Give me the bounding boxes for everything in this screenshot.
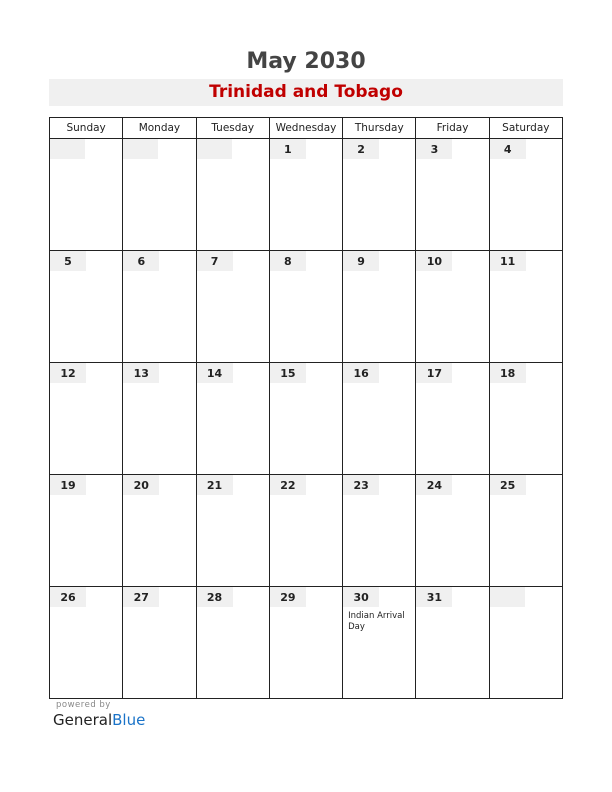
day-cell [269,251,342,363]
day-number: 2 [343,139,379,159]
day-cell [50,251,123,363]
holiday-label: Indian Arrival Day [348,611,405,632]
day-cell [489,251,562,363]
day-number: 23 [343,475,379,495]
day-cell [489,587,562,699]
day-number: 24 [416,475,452,495]
country-name: Trinidad and Tobago [209,82,403,102]
day-cell [416,139,489,251]
day-number: 13 [123,363,159,383]
day-cell [196,363,269,475]
day-cell [196,139,269,251]
weekday-header: Friday [416,118,489,139]
weekday-header: Wednesday [269,118,342,139]
day-number: 3 [416,139,452,159]
day-cell [50,363,123,475]
day-cell [416,363,489,475]
day-number: 11 [490,251,526,271]
day-number: 5 [50,251,86,271]
weekday-header: Thursday [343,118,416,139]
day-cell [123,251,196,363]
day-number: 14 [197,363,233,383]
day-cell [123,139,196,251]
week-row [50,587,563,699]
day-number: 28 [197,587,233,607]
calendar-grid [49,117,563,699]
day-cell [343,587,416,699]
day-number: 10 [416,251,452,271]
day-cell [123,587,196,699]
day-number: 4 [490,139,526,159]
weekday-header: Tuesday [196,118,269,139]
day-number: 6 [123,251,159,271]
day-number: 7 [197,251,233,271]
day-number: 29 [270,587,306,607]
day-number: 17 [416,363,452,383]
day-number: 15 [270,363,306,383]
weekday-header: Saturday [489,118,562,139]
weekday-header: Monday [123,118,196,139]
day-cell [416,587,489,699]
day-number: 16 [343,363,379,383]
day-cell [269,587,342,699]
week-row [50,139,563,251]
day-number [197,139,232,159]
day-cell [269,139,342,251]
day-cell [123,475,196,587]
day-cell [196,587,269,699]
day-cell [343,251,416,363]
generalblue-logo[interactable] [53,711,145,729]
day-cell [269,363,342,475]
week-row [50,475,563,587]
day-cell [123,363,196,475]
day-number: 25 [490,475,526,495]
day-cell [416,251,489,363]
day-number: 9 [343,251,379,271]
day-cell [343,475,416,587]
day-number: 30 [343,587,379,607]
page-title: May 2030 [246,49,366,74]
day-number: 12 [50,363,86,383]
day-number [123,139,158,159]
day-number: 22 [270,475,306,495]
day-cell [50,139,123,251]
day-cell [489,363,562,475]
day-cell [196,251,269,363]
day-cell [196,475,269,587]
powered-by-text: powered by [56,700,111,710]
day-number: 26 [50,587,86,607]
day-cell [489,139,562,251]
day-number: 19 [50,475,86,495]
day-cell [343,139,416,251]
day-number: 27 [123,587,159,607]
day-number: 21 [197,475,233,495]
weekday-header: Sunday [50,118,123,139]
day-number [490,587,525,607]
day-cell [269,475,342,587]
brand-general: General [53,711,113,729]
week-row [50,363,563,475]
day-number: 20 [123,475,159,495]
day-number: 1 [270,139,306,159]
day-number: 18 [490,363,526,383]
day-number: 8 [270,251,306,271]
weekday-header-row [50,118,563,139]
brand-blue: Blue [112,711,146,729]
day-cell [489,475,562,587]
day-number [50,139,85,159]
day-cell [50,475,123,587]
day-cell [416,475,489,587]
week-row [50,251,563,363]
country-banner [49,79,563,106]
day-number: 31 [416,587,452,607]
day-cell [343,363,416,475]
day-cell [50,587,123,699]
